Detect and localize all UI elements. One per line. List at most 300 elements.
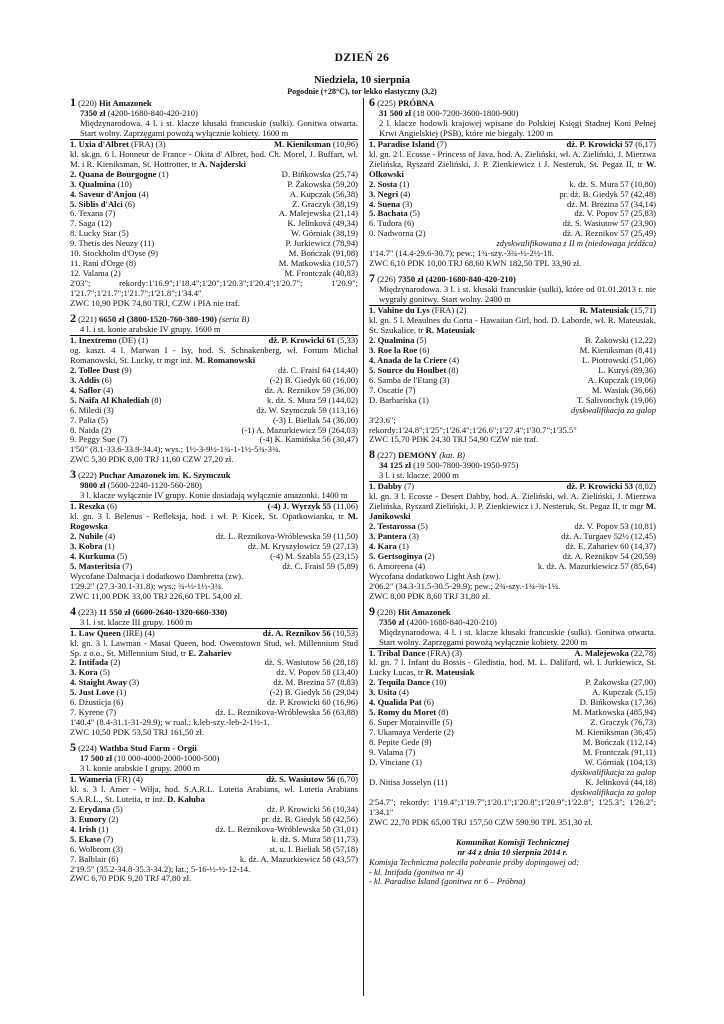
breeding-text: kl. s. 3 l. Amer - Wiłja, hod. S.A.R.L. Lutetia Arabians, wł. Lutetia Arabians S.A.R.L., St. Lutetia, tr inż. (70, 783, 358, 804)
race-title: Hit Amazonek (397, 606, 451, 617)
winner-trainer: M. Rogowska (70, 511, 358, 532)
race-conditions: 3 l. i st. klacze. 2000 m (379, 470, 459, 481)
placing-extra: (2) (413, 228, 426, 239)
race-title: DEMONY (397, 450, 438, 461)
placing-jockey: K. Jelinková (49,34) (287, 218, 358, 229)
weather-line: Pogodnie (+28°C), tor lekko elastyczny (3,2) (287, 87, 437, 96)
placing-extra: (3) (437, 374, 450, 385)
race-number: 9 (369, 603, 375, 618)
winner-extra: (7) (434, 138, 447, 149)
breeding-text: kl. gn. 2 l. Ecosse - Princess of Java, hod. A. Zieliński, wł. A. Zieliński, J. Mierzwa Zielińska, Ryszard Zieliński, J. P. Zienkiewicz i J. Nesteruk, St. Pegaz II, tr (369, 148, 656, 169)
placing-extra: (6) (401, 218, 415, 229)
disqualification-note: dyskwalifikacja za galop (571, 766, 656, 777)
race-block (369, 603, 656, 828)
placing-jockey: pr. dż. B. Giedyk 58 (42,56) (261, 813, 358, 824)
placing-extra: (8) (446, 364, 459, 375)
race-result-note: ZWC 22,70 PDK 65,00 TRJ 157,50 CZW 590.90 TPL 351,30 zł. (369, 816, 593, 827)
breeding-text: kl. sk.gn. 6 l. Honneur de France - Okita d' Albret, hod. Ch. Morel, J. Buffart, wł. M. i R. Kieniksman, St. Hottrotter, tr (70, 148, 358, 169)
placing-horse: 2. Testarossa (369, 521, 416, 532)
commission-item: - kl. Intifada (gonitwa nr 4) (369, 866, 464, 877)
placing-extra: (7) (115, 434, 128, 445)
placing-jockey: M. Matkowska (10,57) (278, 258, 358, 269)
placing-horse-cell (369, 778, 447, 788)
placing-jockey: dż. A. Reznikov 54 (20,59) (562, 550, 656, 561)
winner-breeding (369, 316, 656, 336)
placing-extra: (4) (398, 188, 411, 199)
placing-jockey: L. Piotrowski (51,06) (582, 354, 656, 365)
placing-horse: 7. Palia (70, 414, 96, 425)
placing-extra: (4) (136, 188, 149, 199)
placing-jockey: Z. Graczyk (76,73) (590, 717, 656, 728)
placing-jockey: W. Górniak (104,13) (584, 757, 656, 767)
placing-extra: (1) (397, 178, 410, 189)
race-id: (223) (78, 606, 97, 617)
placing-extra: (10) (429, 677, 447, 688)
race-block (369, 447, 656, 601)
race-block (70, 603, 358, 738)
race-conditions: 3 l. konie arabskie I grupy. 2000 m (80, 763, 200, 773)
race-title: PRÓBNA (397, 98, 435, 108)
prize-split: (4200-1680-840-420-210) (406, 616, 497, 627)
winner-horse: 1. Law Queen (70, 627, 121, 638)
placing-horse: 7. Saga (70, 218, 96, 229)
commission-item: - kl. Paradise Island (gonitwa nr 6 – Próbna) (369, 876, 526, 887)
placing-jockey: P. Żakowska (59,20) (287, 178, 358, 189)
winner-jockey: dż. A. Reznikov 56 (262, 627, 331, 638)
day-title: DZIEŃ 26 (334, 52, 390, 64)
winner-odds: (22,78) (628, 647, 656, 658)
placing-horse: 3. Eunory (70, 813, 107, 824)
placing-extra: (6) (417, 344, 430, 355)
race-conditions: Międzynarodowa. 3 l. i st. kłusaki francuskie (sulki), które od 01.01.2013 r. nie wygrały gonitwy. Start wolny. 2400 m (379, 284, 656, 305)
disqualification-note: dyskwalifikacja za galop (571, 786, 656, 797)
left-column (70, 95, 358, 889)
winner-odds: (5,33) (335, 334, 358, 345)
placing-jockey: M. Kieniksman (36,45) (575, 727, 656, 738)
placing-jockey: dż. P. Krowicki 60 (16,96) (267, 697, 358, 708)
race-id: (224) (78, 743, 97, 754)
placing-horse: D. Vinciane (369, 757, 410, 767)
placing-extra: (2) (441, 727, 454, 738)
prize-amount: 7350 zł (80, 107, 106, 118)
placing-extra: (11) (431, 776, 448, 787)
placing-extra: (3) (101, 404, 114, 415)
winner-odds: (6,70) (335, 773, 358, 784)
placing-horse: 3. Addis (70, 374, 100, 385)
placing-horse: 11. Rani d'Orge (70, 258, 124, 269)
placing-extra: (8) (149, 394, 162, 405)
placing-jockey: M. Kieniksman (8,41) (579, 344, 656, 355)
placing-horse: 10. Stockholm d'Oyse (70, 248, 146, 259)
placing-extra: (4) (396, 687, 409, 698)
placing-jockey: dż. L. Reznikova-Wróblewska 59 (11,50) (215, 531, 358, 542)
placing-jockey: M. Wasiak (36,66) (591, 384, 656, 395)
placing-extra: (9) (419, 737, 432, 748)
race-result-note: 1'29.2" (27.3-30.1-31.8); wys.; ¾-½-1½-3¾. (70, 580, 224, 591)
winner-breeding (70, 785, 358, 805)
placing-extra: (7) (403, 747, 416, 758)
placing-extra: (6) (106, 853, 119, 864)
prize-amount: 7350 zł (379, 616, 405, 627)
breeding-text: kl. gn. 5 l. Meaulnes du Corta - Hawaiian Girl, hod. D. Laborde, wł. R. Mateusiak, St. Szukalice, tr (369, 315, 656, 335)
winner-extra: (FRA) (3) (425, 647, 463, 658)
race-number: 8 (369, 447, 375, 462)
placing-extra: (9) (145, 248, 158, 259)
placing-horse-cell (369, 396, 429, 406)
page-header (0, 52, 724, 96)
winner-jockey: dż. P. Krowicki 57 (566, 138, 634, 149)
winner-odds: (10,53) (330, 627, 358, 638)
prize-amount: 34 125 zł (379, 460, 411, 471)
placing-extra: (6) (421, 697, 434, 708)
winner-extra: (7) (401, 481, 415, 492)
placing-horse: 5. Source du Houlbet (369, 364, 447, 375)
prize-amount: 31 500 zł (379, 107, 411, 118)
placing-jockey: A. Kupczak (19,06) (587, 374, 656, 385)
placing-extra: (1) (416, 394, 429, 405)
placing-extra: (1) (102, 540, 115, 551)
placing-horse: 4. Kurkuma (70, 550, 115, 561)
winner-odds: (10,96) (330, 138, 358, 149)
race-result-note: 3'23.6"; (369, 414, 396, 425)
race-title: 11 550 zł (6600-2640-1320-660-330) (98, 606, 228, 617)
winner-trainer: D. Kałuba (167, 793, 205, 804)
placing-horse: 9. Peggy Sue (70, 434, 116, 445)
race-result-note: 2'06.2" (34.3-31.5-30.5-29.9); pew.; 2¾-szy.-1¾-¾-1¼. (369, 580, 561, 591)
placing-horse: 3. Qualmina (70, 178, 116, 189)
disqualification-note: dyskwalifikacja za galop (571, 404, 656, 415)
placing-horse: 3. Kora (70, 667, 98, 678)
placing-jockey: dż. E. Zahariev 60 (14,37) (565, 540, 656, 551)
winner-jockey: dż. P. Krowicki 53 (566, 481, 634, 492)
placing-extra: (5) (407, 208, 420, 219)
placing-jockey: W. Górniak (38,19) (291, 228, 358, 239)
placing-horse: 8. Lucky Star (70, 228, 117, 239)
placing-extra: (5) (440, 717, 453, 728)
winner-jockey: R. Mateusiak (579, 305, 629, 316)
race-result-note: ZWC 8,00 PDK 8,60 TRJ 31,80 zł. (369, 590, 491, 601)
placing-horse: 4. Kara (369, 540, 397, 551)
placing-horse: 9. Thetis des Neuzy (70, 238, 139, 249)
placing-horse: 6. Wolbrom (70, 843, 111, 854)
placing-horse: 7. Balblair (70, 853, 107, 864)
race-number: 7 (369, 271, 375, 286)
breeding-text: kl. gn. 3 l. Lawman - Masai Queen, hod. Owenstown Stud, wł. Millennium Stud Sp. z o.o., St. Millennium Stud, tr (70, 637, 358, 658)
placing-horse: 3. Negri (369, 188, 399, 199)
prize-split: (5600-2240-1120-560-280) (107, 480, 202, 491)
placing-horse: 8. Naida (70, 424, 100, 435)
placing-horse: 5. Romy du Moret (369, 707, 437, 718)
race-title: Wathba Stud Farm - Orgii (98, 743, 197, 754)
placing-jockey: T. Salivonchyk (19,06) (576, 394, 656, 405)
placing-jockey: dż. M. Brezina 57 (34,14) (566, 198, 656, 209)
placing-jockey: dż. C. Fraisl 59 (5,89) (282, 560, 358, 571)
placing-jockey: dż. S. Wasiutow 57 (23,90) (562, 218, 656, 229)
race-result-note: Wycofana dodatkowo Light Ash (zw). (369, 570, 501, 581)
race-result-note: 2'19.5" (35.2-34.8-35.3-34.2); łat.; 5-16-½-½-12-14. (70, 863, 251, 874)
placing-extra: (8) (123, 258, 136, 269)
prize-amount: 17 500 zł (80, 753, 112, 764)
placing-jockey: dż. C. Fraisl 64 (14,40) (278, 364, 358, 375)
placing-horse-cell (369, 229, 426, 239)
placing-horse: 6. Miledi (70, 404, 102, 415)
placing-extra: (2) (99, 424, 112, 435)
placing-extra: (12) (95, 218, 112, 229)
placing-horse: 4. Irish (70, 823, 97, 834)
winner-breeding (369, 150, 656, 180)
placing-extra: (5) (110, 803, 123, 814)
winner-jockey: M. Kieniksman (273, 138, 331, 149)
winner-odds: (8,02) (633, 481, 656, 492)
placing-extra: (2) (108, 657, 121, 668)
placing-jockey: M. Bończak (91,08) (288, 248, 358, 259)
winner-trainer: A. Najderski (199, 158, 246, 169)
placing-jockey: (-2) B. Giedyk 56 (29,04) (269, 687, 358, 698)
placing-extra: (3) (400, 198, 413, 209)
winner-breeding (369, 492, 656, 522)
winner-trainer: W. Olkowski (369, 158, 656, 179)
breeding-text: kl. gn. 3 l. Ecosse - Desert Dabby, hod. A. Zieliński, wł. A. Zieliński, J. Mierzwa Zielińska, Ryszard Zieliński, J. P. Zienkiewicz i J. Nesteruk, St. Pegaz II, tr mgr (369, 491, 656, 512)
winner-horse: 1. Tribal Dance (369, 647, 426, 658)
placing-jockey: k. dż. A. Mazurkiewicz 57 (85,64) (537, 560, 656, 571)
winner-extra: (FRA) (2) (429, 305, 467, 316)
placing-extra: (5) (114, 550, 128, 561)
placing-horse: 4. Suena (369, 198, 401, 209)
winner-horse: 1. Inextremo (70, 334, 117, 345)
placing-extra: (5) (97, 667, 110, 678)
prize-split: (19 500-7800-3900-1950-975) (413, 460, 519, 471)
winner-horse: 1. Vahine du Lys (369, 305, 430, 316)
race-result-note: 1'40.4" (8.4-31.1-31-29.9); w rual.; k.leb-szy.-leb-2-1½-1. (70, 717, 270, 728)
placing-extra: (6) (122, 198, 135, 209)
placing-horse: 6. Amoreena (369, 560, 413, 571)
race-block (70, 467, 358, 601)
commission-date: nr 44 z dnia 10 sierpnia 2014 r. (457, 846, 568, 857)
placing-jockey: st. u. I. Bieliak 58 (57,18) (269, 843, 358, 854)
prize-split: (4200-1680-840-420-210) (107, 107, 198, 118)
placing-jockey: (-3) I. Bieliak 54 (36,00) (273, 414, 358, 425)
placing-jockey: K. Jelinková (44,18) (585, 776, 656, 787)
placing-jockey: D. Bińkowska (25,74) (281, 168, 358, 179)
placing-jockey: k. dż. A. Mazurkiewicz 58 (43,57) (239, 853, 358, 864)
placing-extra: (1) (114, 687, 127, 698)
placing-jockey: P. Żakowska (27,00) (585, 677, 656, 688)
placing-horse: 2. Nubile (70, 531, 103, 542)
placing-jockey: pr. dż. B. Giedyk 57 (42,48) (559, 188, 656, 199)
race-result-note: ZWC 10,90 PDK 74,80 TRJ, CZW i PIA nie traf. (70, 298, 240, 309)
disqualification-note: zdyskwalifikowana z II m (niedowaga jeźdźca) (496, 238, 656, 249)
placing-horse: 6. Super Morainville (369, 717, 441, 728)
placing-extra: (5) (414, 334, 427, 345)
placing-extra: (1) (409, 757, 423, 767)
winner-horse: 1. Paradise Island (369, 138, 435, 149)
race-id: (220) (78, 98, 97, 108)
race-conditions: 2 l. klacze hodowli krajowej wpisane do Polskiej Księgi Stadnej Koni Pełnej Krwi Angielskiej (PSB), które nie biegały. 1200 m (379, 117, 656, 138)
placing-horse: 5. Gertsoginya (369, 550, 423, 561)
placing-jockey: B. Żakowski (12,22) (584, 334, 656, 345)
placing-extra: (9) (119, 364, 132, 375)
placing-jockey: P. Jurkiewicz (78,94) (285, 238, 358, 249)
winner-trainer: R. Mateusiak (425, 324, 475, 335)
race-conditions: 3 l. i st. klacze III grupy. 1600 m (80, 616, 193, 627)
race-result-note: ZWC 6,70 PDK 9,20 TRJ 47,80 zł. (70, 873, 192, 884)
race-block (369, 95, 656, 269)
placing-jockey: k. dż. S. Mura 57 (10,80) (569, 178, 656, 189)
commission-title: Komunikat Komisji Technicznej (455, 836, 570, 847)
placing-jockey: dż. M. Brezina 57 (8,83) (273, 677, 358, 688)
placing-horse: 2. Tequila Dance (369, 677, 430, 688)
placing-horse: 2. Intifada (70, 657, 109, 668)
winner-jockey: (-4) J. Wyrzyk 55 (267, 501, 332, 512)
placing-horse: 8. Pepite Gede (369, 737, 420, 748)
placing-horse: 2. Erydana (70, 803, 111, 814)
placing-horse: 6. Tudora (369, 218, 402, 229)
placing-extra: (6) (99, 374, 112, 385)
race-result-note: ZWC 5,30 PDK 8,00 TRJ 11,60 CZW 27,20 zł. (70, 454, 234, 465)
placing-horse: 7. Ukamaya Verderie (369, 727, 442, 738)
placing-extra: (2) (108, 268, 121, 279)
race-result-note: ZWC 10,50 PDK 53,50 TRJ 161,50 zł. (70, 727, 205, 738)
placing-horse: 3. Roe la Roe (369, 344, 418, 355)
race-id: (227) (377, 450, 396, 461)
placing-horse: 4. Saflor (70, 384, 102, 395)
winner-jockey: dż. P. Krowicki 61 (268, 334, 336, 345)
winner-horse: 1. Dabby (369, 481, 402, 492)
race-result-note: ZWC 6,10 PDK 10,00 TRJ 68,60 KWN 182,50 TPL 33,90 zł. (369, 258, 582, 269)
placing-jockey: dż. S. Wasiutow 56 (28,18) (264, 657, 358, 668)
placing-row (70, 416, 358, 426)
race-header (70, 603, 358, 618)
placing-horse: 3. Pantera (369, 531, 407, 542)
placing-extra: (11) (138, 238, 155, 249)
placing-horse: 7. Oscatie (369, 384, 404, 395)
placing-horse: 2. Sosta (369, 178, 398, 189)
commission-text: Komisja Techniczna poleciła pobranie próby dopingowej od: (369, 856, 580, 867)
race-block (70, 311, 358, 465)
placing-horse: 5. Siblis d'Alci (70, 198, 123, 209)
race-conditions: 3 l. klacze wyłącznie IV grupy. Konie dosiadają wyłącznie amazonki. 1400 m (80, 490, 348, 501)
placing-extra: (7) (103, 707, 117, 718)
prize-split: (10 000-4000-2000-1000-500) (114, 753, 220, 764)
winner-trainer: R. Mateusiak (425, 667, 475, 678)
placing-horse: 12. Valama (70, 268, 109, 279)
placing-horse: 7. Kyrene (70, 707, 104, 718)
placing-horse: 5. Bachata (369, 208, 408, 219)
placing-extra: (7) (120, 560, 133, 571)
placing-jockey: (-2) B. Giedyk 60 (16,00) (269, 374, 358, 385)
right-column (369, 95, 656, 887)
race-id: (226) (377, 274, 396, 285)
placing-horse: 5. Just Love (70, 687, 115, 698)
race-number: 5 (70, 740, 76, 755)
placing-extra: (5) (116, 228, 129, 239)
placing-extra: (10) (115, 178, 132, 189)
winner-horse: 1. Uxia d'Albret (70, 138, 129, 149)
placing-jockey: dż. A. Reznikov 59 (36,00) (264, 384, 358, 395)
placing-jockey: dż. M. Kryszyłowicz 59 (27,13) (247, 540, 358, 551)
right-races (369, 95, 656, 828)
race-title: Hit Amazonek (98, 98, 152, 108)
winner-breeding (70, 150, 358, 170)
placing-horse: 6. Samba de l'Etang (369, 374, 438, 385)
race-result-note: 1'50" (8.1-33.6-33.9-34.4); wys.; 1½-3-9½-1¾-1-1½-5¾-3¾. (70, 444, 281, 455)
placing-extra: (8) (436, 707, 449, 718)
placing-horse: 4. Qualida Pat (369, 697, 422, 708)
placing-horse: 3. Usita (369, 687, 397, 698)
race-id: (225) (377, 98, 396, 108)
race-id: (228) (377, 606, 396, 617)
race-result-note: ZWC 15,70 PDK 24,30 TRJ 54,90 CZW nie traf. (369, 434, 539, 445)
race-number: 1 (70, 95, 76, 109)
placing-jockey: dż. V. Popov 57 (25,83) (574, 208, 656, 219)
placing-jockey: D. Bińkowska (17,36) (579, 697, 656, 708)
placing-jockey: M. Frontczak (40,83) (284, 268, 358, 279)
column-divider (363, 98, 364, 996)
placing-extra: (1) (156, 168, 169, 179)
winner-jockey: dż. S. Wasiutow 56 (266, 773, 336, 784)
race-result-note: 1'14.7" (14.4-29.6-30.7); pew.; 1¾-szy.-3¾-½-2½-18. (369, 248, 554, 259)
placing-horse-cell (369, 758, 422, 768)
placing-jockey: M. Matkowska (485,94) (572, 707, 656, 718)
race-result-note: 2'54.7"; rekordy: 1'19.4";1'19.7";1'20.1";1'20.8";1'20.9";1'22.8"; 1'25.3"; 1'26.2"; 1'34.1" (369, 796, 656, 817)
placing-jockey: k. dż. S. Mura 59 (144,02) (267, 394, 358, 405)
winner-odds: (11,06) (331, 501, 358, 512)
placing-horse: 9. Valama (369, 747, 404, 758)
placing-jockey: dż. W. Szymczuk 59 (113,16) (256, 404, 358, 415)
placing-extra: (4) (102, 531, 116, 542)
race-number: 6 (369, 95, 375, 109)
placing-horse: 3. Kobra (70, 540, 103, 551)
placing-jockey: M. Frontczak (91,11) (582, 747, 656, 758)
placing-extra: (7) (403, 384, 416, 395)
placing-extra: (2) (422, 550, 435, 561)
race-series: (seria B) (219, 314, 250, 325)
commission-notice (369, 838, 656, 888)
race-result-note: 2'03"; rekordy:1'16.9";1'18.4";1'20";1'20.3";1'20.4";1'20.7"; 1'20.9"; 1'21.7";1'21.7";1'21.7";1'21.8";1'34.4" (70, 278, 358, 299)
placing-extra: (3) (126, 677, 140, 688)
placing-extra: (7) (103, 208, 116, 219)
placing-extra: (5) (95, 414, 108, 425)
breeding-text: kl. gn. 7 l. Infant du Bossis - Gledistia, hod. M. L. Dalifard, wł. I. Jurkiewicz, St. Lucky Lucas, tr (369, 657, 656, 678)
placing-horse: D. Barbariska (369, 394, 417, 405)
date-line: Niedziela, 10 sierpnia (314, 75, 410, 86)
breeding-text: og. kaszt. 4 l. Marwan I - Isy, hod. S. Schnakenberg, wł. Fortum Michał Romanowski, St. Lucky, tr mgr inż. (70, 344, 358, 365)
race-conditions: 4 l. i st. konie arabskie IV grupy. 1600 m (80, 323, 221, 334)
placing-horse: 6. Dżustícja (70, 697, 112, 708)
placing-jockey: dż. P. Krowicki 56 (10,34) (267, 803, 358, 814)
placing-jockey: Z. Graczyk (38,19) (292, 198, 358, 209)
placing-jockey: (-1) A. Mazurkiewicz 59 (264,03) (241, 424, 358, 435)
placing-horse: 4. Saveur d'Anjou (70, 188, 137, 199)
placing-jockey: dż. L. Reznikova-Wróblewska 58 (31,01) (215, 823, 358, 834)
winner-extra: (FR) (4) (112, 773, 143, 784)
placing-horse: 6. Texana (70, 208, 104, 219)
winner-breeding (369, 658, 656, 678)
winner-jockey: A. Malejewska (574, 647, 629, 658)
race-block (70, 95, 358, 309)
placing-extra: (5) (415, 521, 428, 532)
race-title: Puchar Amazonek im. K. Szymczuk (98, 470, 231, 481)
placing-extra: (3) (110, 843, 123, 854)
winner-breeding (70, 639, 358, 659)
placing-extra: (4) (101, 384, 114, 395)
placing-horse: 5. Masteritsia (70, 560, 121, 571)
winner-horse: 1. Wameria (70, 773, 113, 784)
winner-trainer: M. Janikowski (369, 501, 656, 522)
race-title: 7350 zł (4200-1680-840-420-210) (397, 274, 516, 285)
placing-jockey: k. dż. S. Mura 58 (11,73) (271, 833, 358, 844)
placing-horse: 4. Staight Away (70, 677, 127, 688)
